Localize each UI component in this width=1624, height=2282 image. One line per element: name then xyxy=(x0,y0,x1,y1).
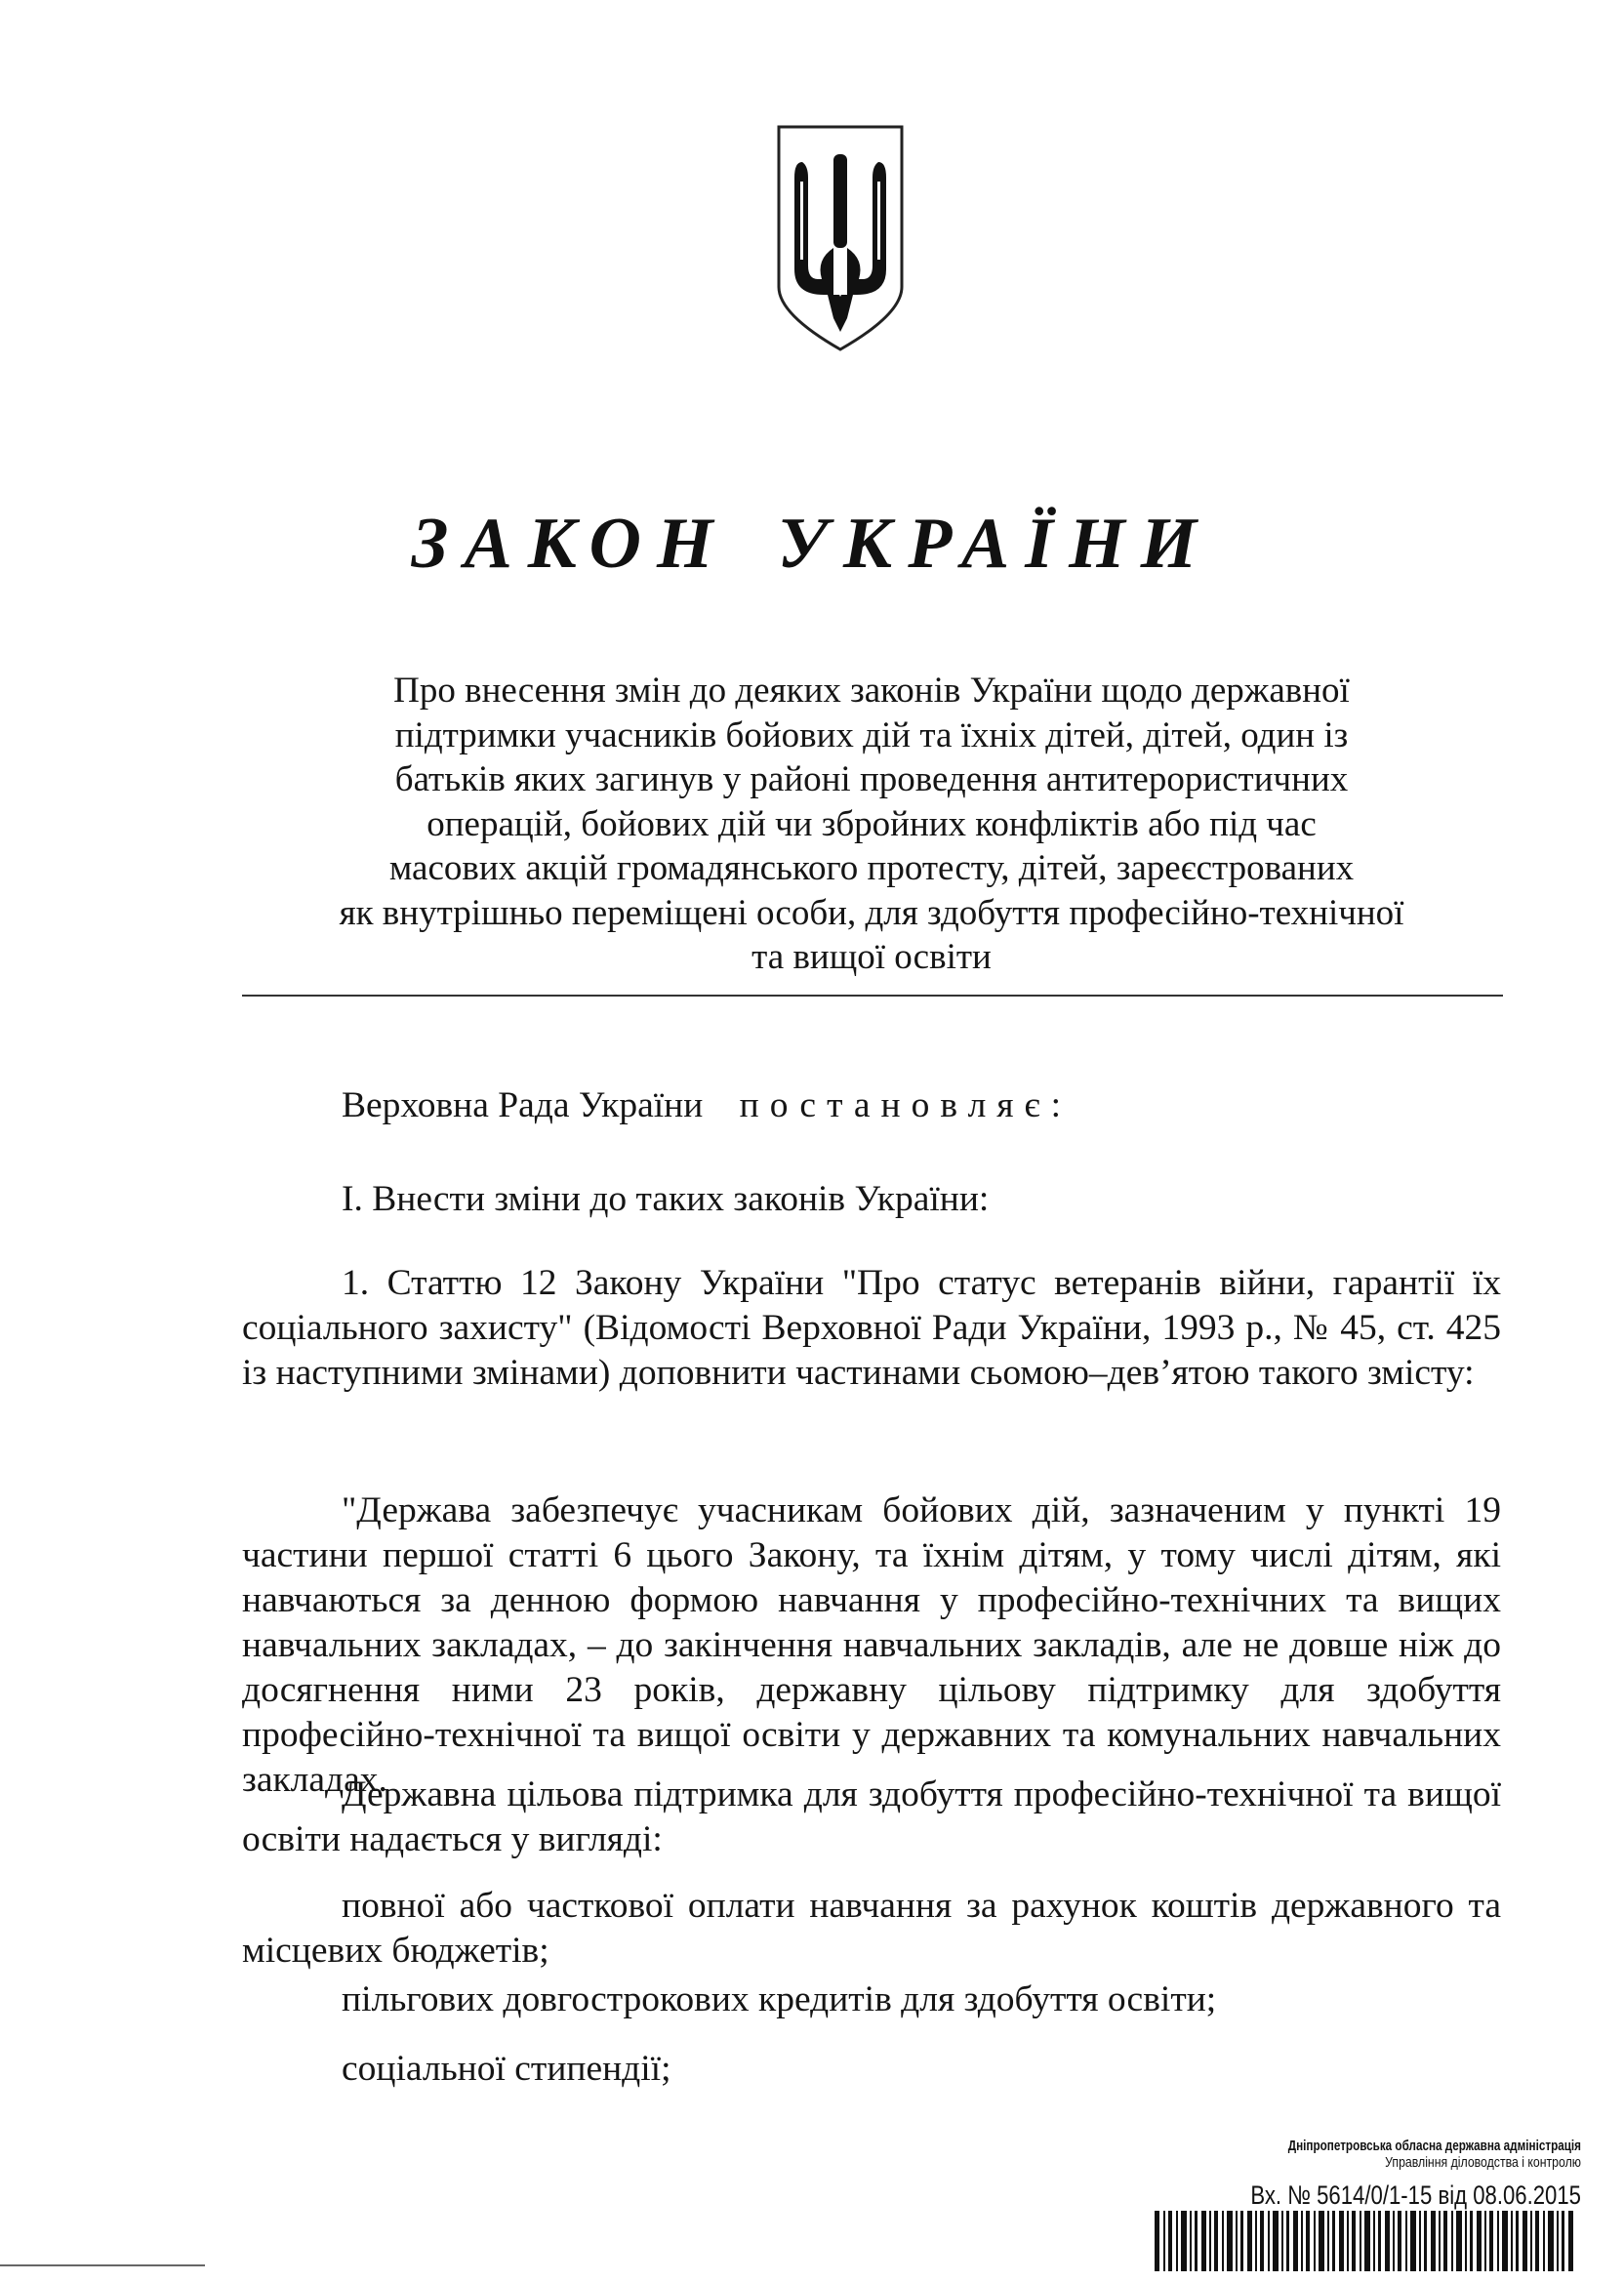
law-subject xyxy=(242,669,1501,980)
subject-underline xyxy=(242,995,1503,997)
stamp-incoming-number: Вх. № 5614/0/1-15 від 08.06.2015 xyxy=(1250,2180,1581,2210)
document-title xyxy=(0,503,1624,586)
subject-line: батьків яких загинув у районі проведення антитерористичних xyxy=(394,759,1349,799)
subject-line: та вищої освіти xyxy=(751,937,992,977)
quoted-paragraph: "Держава забезпечує учасникам бойових дій, зазначеним у пункті 19 частини першої статті 6 цього Закону, та їхнім дітям, у тому числі дітям, які навчаються за денною формою навчання у професійно-технічних та вищих навчальних закладах, – до закінчення навчальних закладів, але не довше ніж до досягнення ними 23 років, державну цільову підтримку для здобуття професійно-технічної та вищої освіти у державних та комунальних навчальних закладах. xyxy=(242,1490,1501,1800)
section-heading: І. Внести зміни до таких законів України: xyxy=(342,1179,990,1219)
enacting-clause xyxy=(342,1083,1220,1128)
scan-edge-line xyxy=(0,2264,205,2266)
support-form-item: пільгових довгострокових кредитів для здобуття освіти; xyxy=(342,1979,1217,2019)
support-forms-intro: Державна цільова підтримка для здобуття професійно-технічної та вищої освіти надається у вигляді: xyxy=(242,1774,1501,1859)
enacting-verb: постановляє: xyxy=(739,1085,1073,1125)
support-form-item: соціальної стипендії; xyxy=(342,2049,671,2089)
title-word-law: ЗАКОН xyxy=(411,504,729,584)
subject-line: Про внесення змін до деяких законів України щодо державної xyxy=(393,671,1350,711)
subject-line: операцій, бойових дій чи збройних конфліктів або під час xyxy=(426,803,1317,844)
stamp-organization: Дніпропетровська обласна державна адміністрація xyxy=(1287,2138,1581,2154)
enacting-subject: Верховна Рада України xyxy=(342,1085,704,1125)
title-word-ukraine: УКРАЇНИ xyxy=(777,504,1213,584)
registration-stamp xyxy=(1113,2138,1581,2211)
stamp-department: Управління діловодства і контролю xyxy=(1385,2154,1581,2171)
subject-line: масових акцій громадянського протесту, дітей, зареєстрованих xyxy=(388,848,1355,888)
support-form-item: повної або часткової оплати навчання за рахунок коштів державного та місцевих бюджетів; xyxy=(242,1886,1501,1971)
item-1-paragraph: 1. Статтю 12 Закону України "Про статус ветеранів війни, гарантії їх соціального захисту" (Відомості Верховної Ради України, 1993 р., № 45, ст. 425 із наступними змінами) доповнити частинами сьомою–дев’ятою такого змісту: xyxy=(242,1263,1501,1393)
barcode-icon xyxy=(1155,2211,1574,2271)
subject-line: підтримки учасників бойових дій та їхніх дітей, дітей, один із xyxy=(394,714,1349,755)
trident-emblem-icon xyxy=(773,123,908,353)
subject-line: як внутрішньо переміщені особи, для здобуття професійно-технічної xyxy=(339,892,1404,933)
